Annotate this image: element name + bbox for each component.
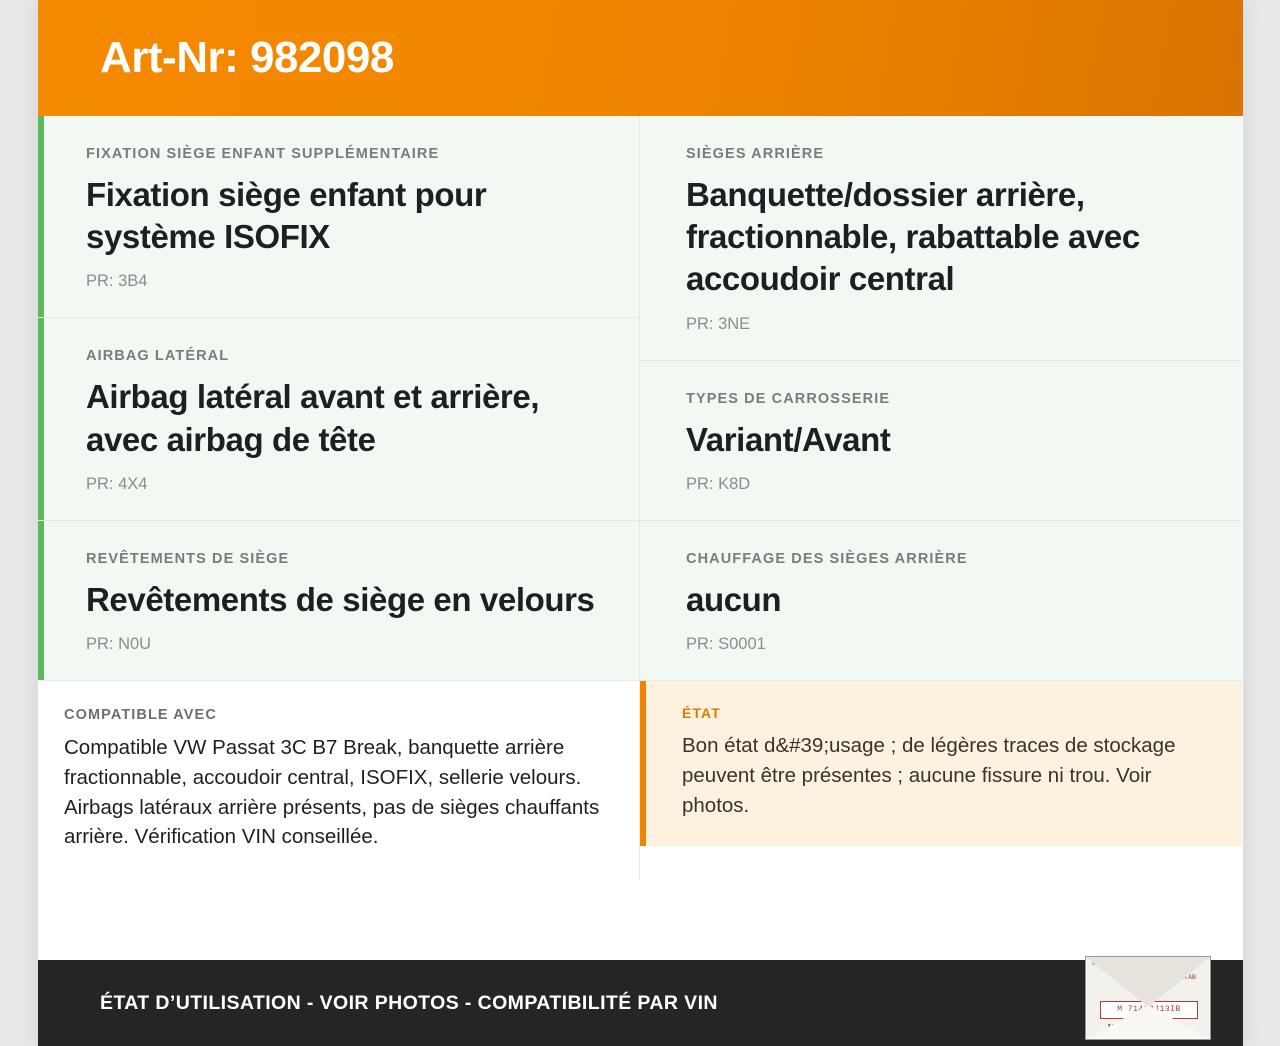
- condition-block: [640, 681, 1242, 846]
- stamp-code-text: M 71462J13IB: [1100, 1001, 1198, 1019]
- document-header: [38, 0, 1243, 116]
- stamp-mini-text: Karosserie: [1092, 961, 1116, 966]
- stamp-tl-text: H AB: [1182, 975, 1196, 981]
- spec-pr-code: PR: 3B4: [86, 272, 148, 291]
- spec-label: TYPES DE CARROSSERIE: [686, 390, 891, 407]
- spec-value: aucun: [686, 580, 782, 618]
- spec-pr-code: PR: N0U: [86, 635, 152, 654]
- spec-pr-code: PR: 4X4: [86, 474, 148, 493]
- spec-label: AIRBAG LATÉRAL: [86, 348, 230, 365]
- column-spacer: [640, 846, 1242, 908]
- spec-card: [38, 318, 639, 520]
- spec-pr-code: PR: 3NE: [686, 314, 751, 333]
- spec-label: REVÊTEMENTS DE SIÈGE: [86, 550, 290, 567]
- spec-value: Fixation siège enfant pour système ISOFIX: [86, 176, 487, 256]
- footer-note: ÉTAT D’UTILISATION - VOIR PHOTOS - COMPATIBILITÉ PAR VIN: [100, 991, 718, 1014]
- document-footer: [38, 960, 1243, 1046]
- spec-card: [640, 521, 1242, 681]
- spec-pr-code: PR: S0001: [686, 635, 766, 654]
- envelope-flap-top-icon: [1086, 957, 1210, 1007]
- document-sheet: [38, 0, 1243, 1046]
- spec-value: Revêtements de siège en velours: [86, 580, 595, 618]
- compatibility-text: Compatible VW Passat 3C B7 Break, banquette arrière fractionnable, accoudoir central, ISOFIX, sellerie velours. Airbags latéraux arrière présents, pas de sièges chauffants arrière. Vérification VIN conseillée.: [64, 736, 600, 849]
- envelope-flap-bottom-icon: [1086, 1005, 1210, 1039]
- compatibility-block: [38, 681, 639, 880]
- compatibility-label: COMPATIBLE AVEC: [64, 707, 217, 724]
- spec-card: [38, 521, 639, 681]
- spec-pr-code: PR: K8D: [686, 474, 751, 493]
- spec-label: SIÈGES ARRIÈRE: [686, 146, 825, 162]
- stamp-brand-text: Mercedes-Benz: [1108, 1024, 1160, 1031]
- spec-card: [640, 361, 1242, 521]
- spec-value: Variant/Avant: [686, 420, 891, 458]
- spec-label: FIXATION SIÈGE ENFANT SUPPLÉMENTAIRE: [86, 146, 440, 162]
- condition-label: ÉTAT: [682, 705, 721, 722]
- spec-grid: [38, 116, 1243, 908]
- article-number: Art-Nr: 982098: [100, 33, 394, 82]
- spec-label: CHAUFFAGE DES SIÈGES ARRIÈRE: [686, 550, 968, 567]
- spec-value: Airbag latéral avant et arrière, avec airbag de tête: [86, 378, 540, 458]
- spec-column-left: [38, 116, 640, 880]
- spec-column-right: [640, 116, 1242, 908]
- envelope-stamp-icon: [1085, 956, 1211, 1040]
- condition-text: Bon état d&#39;usage ; de légères traces de stockage peuvent être présentes ; aucune fissure ni trou. Voir photos.: [682, 734, 1176, 817]
- spec-card: [38, 116, 639, 318]
- spec-value: Banquette/dossier arrière, fractionnable, rabattable avec accoudoir central: [686, 176, 1140, 298]
- spec-card: [640, 116, 1242, 361]
